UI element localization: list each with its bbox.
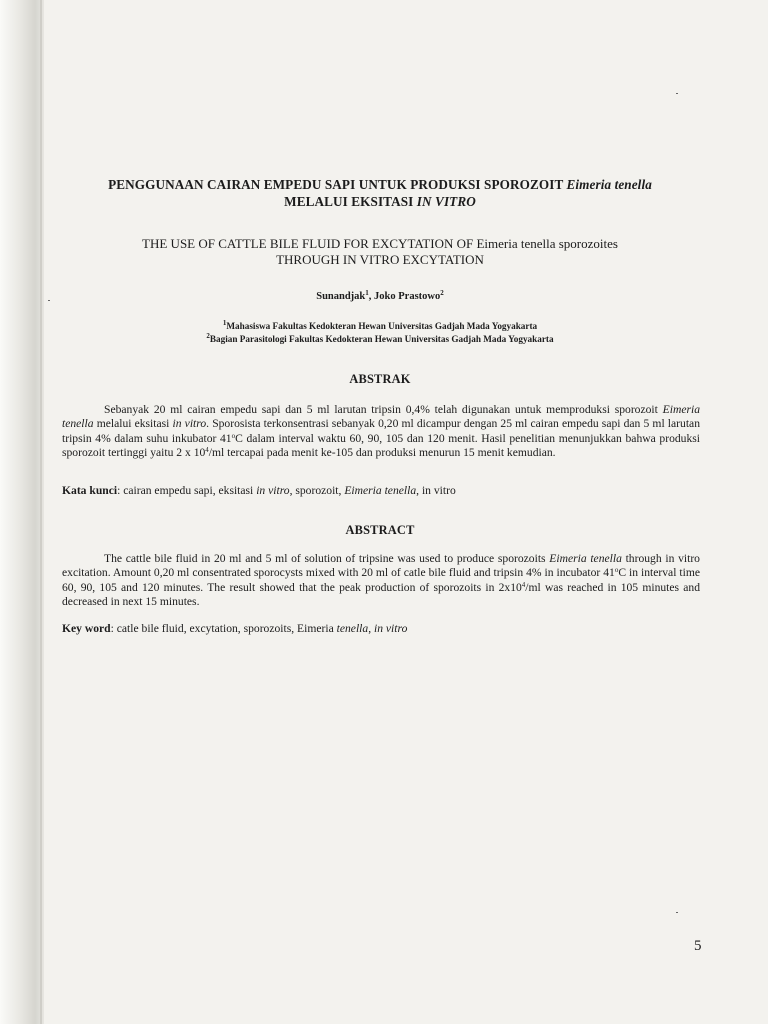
title-line-2: MELALUI EKSITASI IN VITRO bbox=[284, 194, 476, 209]
abstract-heading: ABSTRACT bbox=[345, 523, 415, 537]
author-name: Sunandjak bbox=[316, 291, 366, 302]
abstrak-paragraph: Sebanyak 20 ml cairan empedu sapi dan 5 ml larutan tripsin 0,4% telah digunakan untuk memproduksi sporozoit Eimeria tenella melalui eksitasi in vitro. Sporosista terkonsentrasi sebanyak 0,20 ml dicampur dengan 25 ml cairan empedu sapi dan 5 ml larutan tripsin 4% dalam suhu inkubator 41$^o$C dalam interval waktu 60, 90, 105 dan 120 menit. Hasil penelitian menunjukkan bahwa produksi sporozoit tertinggi yaitu 2 x $10^4/ml$ tercapai pada menit ke-105 dan produksi menurun 15 menit kemudian. bbox=[62, 403, 700, 459]
scan-speck bbox=[676, 912, 678, 913]
kata-kunci-label: Kata kunci bbox=[62, 484, 118, 497]
title-line-1: PENGGUNAAN CAIRAN EMPEDU SAPI UNTUK PRODUKSI SPOROZOIT Eimeria tenella bbox=[108, 177, 652, 192]
authors bbox=[60, 291, 700, 302]
page-binding-edge bbox=[40, 0, 42, 1024]
abstrak-heading: ABSTRAK bbox=[349, 372, 411, 386]
scan-speck bbox=[48, 300, 50, 301]
page-binding-shadow bbox=[0, 0, 44, 1024]
kata-kunci: Kata kunci: cairan empedu sapi, eksitasi in vitro, sporozoit, Eimeria tenella, in vitro bbox=[62, 484, 456, 497]
affiliation-1: $^1$Mahasiswa Fakultas Kedokteran Hewan Universitas Gadjah Mada Yogyakarta bbox=[222, 319, 538, 331]
author-separator: , bbox=[368, 291, 375, 302]
key-word: Key word: catle bile fluid, excytation, sporozoits, Eimeria tenella, in vitro bbox=[62, 622, 408, 635]
abstract-paragraph: The cattle bile fluid in 20 ml and 5 ml of solution of tripsine was used to produce sporozoits Eimeria tenella through in vitro excitation. Amount 0,20 ml consentrated sporocysts mixed with 20 ml of catle bile fluid and tripsin 4% in incubator 41$^o$C in interval time 60, 90, 105 and 120 minutes. The result showed that the peak production of sporozoits in $2x10^4/ml$ was reached in 105 minutes and decreased in next 15 minutes. bbox=[62, 552, 700, 608]
english-title-line-1: THE USE OF CATTLE BILE FLUID FOR EXCYTATION OF Eimeria tenella sporozoites bbox=[142, 236, 618, 251]
affiliations bbox=[60, 320, 700, 346]
author-affiliation-mark: 2 bbox=[440, 289, 444, 297]
affiliation-2: $^2$Bagian Parasitologi Fakultas Kedokteran Hewan Universitas Gadjah Mada Yogyakarta bbox=[206, 332, 554, 344]
english-title bbox=[60, 236, 700, 268]
author-affiliation-mark: 1 bbox=[365, 289, 369, 297]
page-number: 5 bbox=[694, 938, 702, 954]
author-name: Joko Prastowo bbox=[374, 291, 441, 302]
scan-speck bbox=[676, 93, 678, 94]
paper-title bbox=[60, 176, 700, 210]
english-title-line-2: THROUGH IN VITRO EXCYTATION bbox=[276, 252, 484, 267]
key-word-label: Key word bbox=[62, 622, 111, 635]
